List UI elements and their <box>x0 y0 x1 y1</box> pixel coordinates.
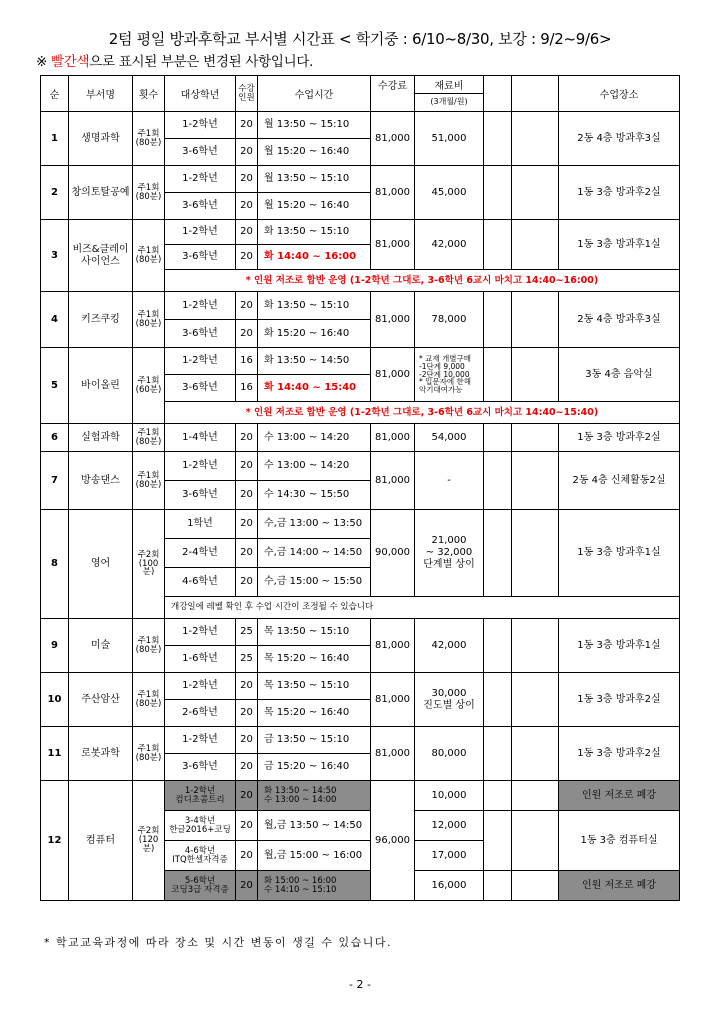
table-row <box>41 166 680 193</box>
session-count: 주1회(80분) <box>133 292 165 348</box>
table-row <box>41 452 680 481</box>
material-cost: 17,000 <box>415 841 484 871</box>
capacity: 20 <box>236 139 258 166</box>
class-time: 금 13:50 ~ 15:10 <box>258 727 371 754</box>
grade: 1-2학년 <box>165 292 236 320</box>
page-number: - 2 - <box>349 978 371 991</box>
class-time: 목 13:50 ~ 15:10 <box>258 673 371 700</box>
capacity: 20 <box>236 727 258 754</box>
capacity: 20 <box>236 754 258 781</box>
capacity: 20 <box>236 510 258 539</box>
table-row <box>41 348 680 375</box>
header-fee: 수강료 <box>371 76 415 112</box>
capacity: 20 <box>236 220 258 245</box>
material-cost: 10,000 <box>415 781 484 811</box>
grade: 3-6학년 <box>165 481 236 510</box>
capacity: 16 <box>236 375 258 402</box>
capacity: 20 <box>236 245 258 270</box>
class-time: 수,금 13:00 ~ 13:50 <box>258 510 371 539</box>
dept-name: 방송댄스 <box>69 452 133 510</box>
class-time <box>258 871 371 901</box>
fee: 81,000 <box>371 619 415 673</box>
row-number: 8 <box>41 510 69 619</box>
material-line: -1단계 9,000 <box>419 361 465 371</box>
class-time: 금 15:20 ~ 16:40 <box>258 754 371 781</box>
grade <box>165 781 236 811</box>
place: 1동 3층 방과후1실 <box>559 510 680 597</box>
session-count: 주2회(100분) <box>133 510 165 619</box>
dept-name: 컴퓨터 <box>69 781 133 901</box>
table-row <box>41 510 680 539</box>
grade: 1-2학년 <box>165 452 236 481</box>
class-time: 화 13:50 ~ 14:50 <box>258 348 371 375</box>
grade: 1-2학년 <box>165 673 236 700</box>
fee: 96,000 <box>371 781 415 901</box>
material-line: * 교재 개별구매 <box>419 353 471 363</box>
material-cost: 16,000 <box>415 871 484 901</box>
material-cost: - <box>415 452 484 510</box>
fee: 81,000 <box>371 220 415 270</box>
class-time: 화 15:20 ~ 16:40 <box>258 320 371 348</box>
change-notice <box>36 50 313 70</box>
capacity: 25 <box>236 646 258 673</box>
fee: 81,000 <box>371 673 415 727</box>
grade: 1-2학년 <box>165 727 236 754</box>
dept-name: 키즈쿠킹 <box>69 292 133 348</box>
header-place: 수업장소 <box>559 76 680 112</box>
material-cost: 42,000 <box>415 220 484 270</box>
class-time: 수,금 14:00 ~ 14:50 <box>258 539 371 568</box>
session-count: 주1회(80분) <box>133 673 165 727</box>
grade: 3-6학년 <box>165 320 236 348</box>
time-line: 수 13:00 ~ 14:00 <box>264 794 337 805</box>
capacity: 20 <box>236 871 258 901</box>
grade: 2-6학년 <box>165 700 236 727</box>
header-material: 재료비 <box>415 76 484 94</box>
table-row <box>41 673 680 700</box>
dept-name: 주산암산 <box>69 673 133 727</box>
time-line: 수 14:10 ~ 15:10 <box>264 884 337 895</box>
fee: 81,000 <box>371 452 415 510</box>
session-count: 주1회(80분) <box>133 166 165 220</box>
grade: 1-2학년 <box>165 166 236 193</box>
row-number: 10 <box>41 673 69 727</box>
grade: 1-4학년 <box>165 424 236 452</box>
class-time-changed: 화 14:40 ~ 15:40 <box>258 375 371 402</box>
material-line: -2단계 10,000 <box>419 369 470 379</box>
material-cost: 51,000 <box>415 112 484 166</box>
session-count: 주1회(80분) <box>133 452 165 510</box>
capacity: 16 <box>236 348 258 375</box>
header-material-unit: (3개월/원) <box>415 94 484 112</box>
page-title: 2텀 평일 방과후학교 부서별 시간표 < 학기중 : 6/10~8/30, 보강 : 9/2~9/6> <box>108 30 612 48</box>
capacity: 20 <box>236 292 258 320</box>
schedule-table <box>40 75 680 901</box>
fee: 81,000 <box>371 348 415 402</box>
capacity: 25 <box>236 619 258 646</box>
header-count: 횟수 <box>133 76 165 112</box>
header-dept: 부서명 <box>69 76 133 112</box>
session-count: 주1회(80분) <box>133 619 165 673</box>
material-cost: 45,000 <box>415 166 484 220</box>
capacity: 20 <box>236 811 258 841</box>
table-row <box>41 619 680 646</box>
material-cost <box>415 510 484 597</box>
grade: 2-4학년 <box>165 539 236 568</box>
grade <box>165 841 236 871</box>
header-row <box>41 76 680 94</box>
header-no: 순 <box>41 76 69 112</box>
footnote: * 학교교육과정에 따라 장소 및 시간 변동이 생길 수 있습니다. <box>44 936 392 949</box>
class-time: 월 15:20 ~ 16:40 <box>258 139 371 166</box>
place: 1동 3층 방과후2실 <box>559 166 680 220</box>
place: 1동 3층 컴퓨터실 <box>559 811 680 871</box>
grade: 1-2학년 <box>165 348 236 375</box>
time-line: 화 15:00 ~ 16:00 <box>264 875 337 886</box>
grade: 3-6학년 <box>165 754 236 781</box>
grade-line: 5-6학년 <box>184 875 216 886</box>
material-line: 단계별 상이 <box>423 559 475 570</box>
class-time: 월,금 13:50 ~ 14:50 <box>258 811 371 841</box>
grade: 1-2학년 <box>165 220 236 245</box>
row-number: 6 <box>41 424 69 452</box>
capacity: 20 <box>236 424 258 452</box>
table-row <box>41 220 680 245</box>
dept-name: 영어 <box>69 510 133 619</box>
material-cost: 12,000 <box>415 811 484 841</box>
level-note: 개강일에 레벨 확인 후 수업 시간이 조정될 수 있습니다 <box>165 597 680 619</box>
place: 1동 3층 방과후2실 <box>559 673 680 727</box>
material-cost: 80,000 <box>415 727 484 781</box>
place-closed: 인원 저조로 폐강 <box>559 781 680 811</box>
dept-name: 실험과학 <box>69 424 133 452</box>
row-number: 7 <box>41 452 69 510</box>
dept-name: 생명과학 <box>69 112 133 166</box>
grade-line: 1-2학년 <box>184 785 216 796</box>
header-time: 수업시간 <box>258 76 371 112</box>
row-number: 11 <box>41 727 69 781</box>
material-cost <box>415 673 484 727</box>
table-row <box>41 781 680 811</box>
session-count: 주1회(60분) <box>133 348 165 424</box>
row-number: 3 <box>41 220 69 292</box>
session-count: 주1회(80분) <box>133 424 165 452</box>
fee: 81,000 <box>371 292 415 348</box>
capacity: 20 <box>236 673 258 700</box>
grade: 1학년 <box>165 510 236 539</box>
place: 1동 3층 방과후2실 <box>559 424 680 452</box>
material-line: 30,000 <box>431 687 467 699</box>
capacity: 20 <box>236 166 258 193</box>
row-number: 12 <box>41 781 69 901</box>
material-line: 21,000 <box>431 535 467 546</box>
class-time: 수,금 15:00 ~ 15:50 <box>258 568 371 597</box>
row-number: 2 <box>41 166 69 220</box>
material-cost: 42,000 <box>415 619 484 673</box>
fee: 81,000 <box>371 727 415 781</box>
merge-note: * 인원 저조로 합반 운영 (1-2학년 그대로, 3-6학년 6교시 마치고 14:40~15:40) <box>165 402 680 424</box>
material-line: 진도별 상이 <box>423 699 475 711</box>
fee: 90,000 <box>371 510 415 597</box>
grade <box>165 811 236 841</box>
class-time: 수 13:00 ~ 14:20 <box>258 452 371 481</box>
session-count: 주1회(80분) <box>133 220 165 292</box>
place: 1동 3층 방과후1실 <box>559 220 680 270</box>
notice-red-word: 빨간색 <box>51 54 90 70</box>
grade: 3-6학년 <box>165 139 236 166</box>
notice-mark: ※ <box>36 54 48 70</box>
capacity: 20 <box>236 568 258 597</box>
capacity: 20 <box>236 781 258 811</box>
course-name: 한글2016+코딩 <box>169 824 231 835</box>
session-count: 주1회(80분) <box>133 112 165 166</box>
dept-name: 바이올린 <box>69 348 133 424</box>
class-time: 월 13:50 ~ 15:10 <box>258 166 371 193</box>
class-time: 월 13:50 ~ 15:10 <box>258 112 371 139</box>
grade-line: 3-4학년 <box>184 815 216 826</box>
capacity: 20 <box>236 539 258 568</box>
notice-rest: 으로 표시된 부분은 변경된 사항입니다. <box>89 54 314 70</box>
fee: 81,000 <box>371 424 415 452</box>
dept-name: 로봇과학 <box>69 727 133 781</box>
class-time: 월,금 15:00 ~ 16:00 <box>258 841 371 871</box>
place: 1동 3층 방과후1실 <box>559 619 680 673</box>
dept-name: 창의토탈공예 <box>69 166 133 220</box>
material-line: * 입문자에 한해 <box>419 377 471 387</box>
table-row <box>41 292 680 320</box>
course-name: 코딩3급 자격증 <box>171 884 229 895</box>
capacity: 20 <box>236 112 258 139</box>
class-time: 화 13:50 ~ 15:10 <box>258 292 371 320</box>
class-time: 월 15:20 ~ 16:40 <box>258 193 371 220</box>
table-row <box>41 727 680 754</box>
time-line: 화 13:50 ~ 14:50 <box>264 785 337 796</box>
class-time: 수 13:00 ~ 14:20 <box>258 424 371 452</box>
grade: 1-2학년 <box>165 112 236 139</box>
row-number: 1 <box>41 112 69 166</box>
row-number: 5 <box>41 348 69 424</box>
material-line: 악기대여가능 <box>419 385 463 395</box>
table-row <box>41 424 680 452</box>
place: 2동 4층 방과후3실 <box>559 292 680 348</box>
place: 1동 3층 방과후2실 <box>559 727 680 781</box>
grade: 4-6학년 <box>165 568 236 597</box>
capacity: 20 <box>236 481 258 510</box>
table-row <box>41 112 680 139</box>
grade: 3-6학년 <box>165 375 236 402</box>
grade-line: 4-6학년 <box>184 845 216 856</box>
capacity: 20 <box>236 700 258 727</box>
row-number: 4 <box>41 292 69 348</box>
place-closed: 인원 저조로 폐강 <box>559 871 680 901</box>
grade: 1-2학년 <box>165 619 236 646</box>
class-time: 화 13:50 ~ 15:10 <box>258 220 371 245</box>
session-count: 주2회(120분) <box>133 781 165 901</box>
capacity: 20 <box>236 193 258 220</box>
capacity: 20 <box>236 452 258 481</box>
dept-name: 비즈&클레이 사이언스 <box>69 220 133 292</box>
place: 3동 4층 음악실 <box>559 348 680 402</box>
material-cost <box>415 348 484 402</box>
session-count: 주1회(80분) <box>133 727 165 781</box>
grade: 3-6학년 <box>165 193 236 220</box>
header-capacity: 수강인원 <box>236 76 258 112</box>
header-grade: 대상학년 <box>165 76 236 112</box>
class-time: 수 14:30 ~ 15:50 <box>258 481 371 510</box>
capacity: 20 <box>236 841 258 871</box>
material-line: ~ 32,000 <box>425 547 473 558</box>
class-time: 목 15:20 ~ 16:40 <box>258 700 371 727</box>
place: 2동 4층 신체활동2실 <box>559 452 680 510</box>
merge-note: * 인원 저조로 합반 운영 (1-2학년 그대로, 3-6학년 6교시 마치고 14:40~16:00) <box>165 270 680 292</box>
dept-name: 미술 <box>69 619 133 673</box>
capacity: 20 <box>236 320 258 348</box>
class-time: 목 15:20 ~ 16:40 <box>258 646 371 673</box>
material-cost: 54,000 <box>415 424 484 452</box>
material-cost: 78,000 <box>415 292 484 348</box>
fee: 81,000 <box>371 112 415 166</box>
row-number: 9 <box>41 619 69 673</box>
grade: 3-6학년 <box>165 245 236 270</box>
class-time-changed: 화 14:40 ~ 16:00 <box>258 245 371 270</box>
place: 2동 4층 방과후3실 <box>559 112 680 166</box>
grade <box>165 871 236 901</box>
class-time <box>258 781 371 811</box>
grade: 1-6학년 <box>165 646 236 673</box>
course-name: ITQ한셀자격증 <box>172 854 228 865</box>
fee: 81,000 <box>371 166 415 220</box>
course-name: 컴디초콤트리 <box>175 794 225 805</box>
class-time: 목 13:50 ~ 15:10 <box>258 619 371 646</box>
